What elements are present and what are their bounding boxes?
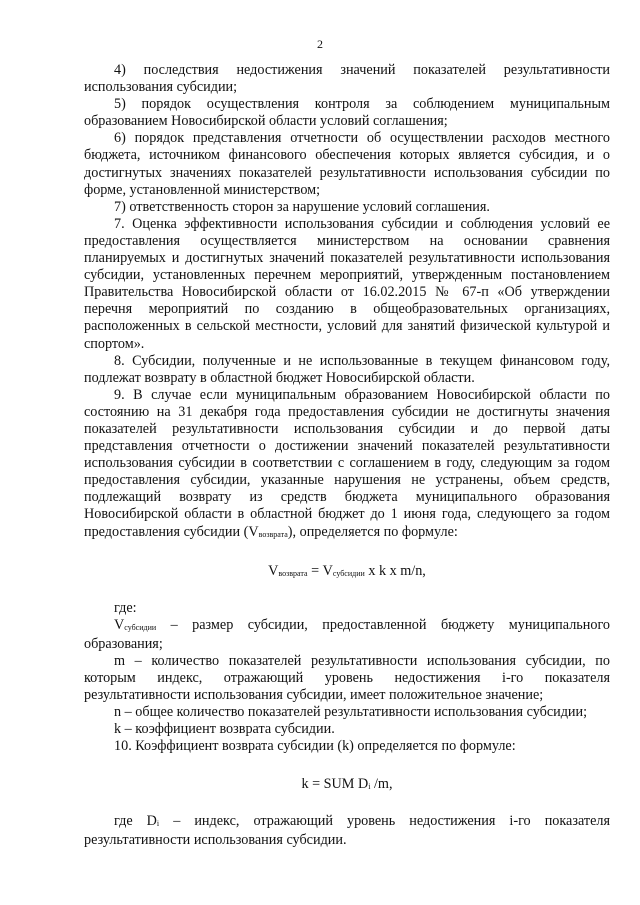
paragraph-8-return: 8. Субсидии, полученные и не использованные в текущем финансовом году, подлежат возврату в областной бюджет Новосибирской области. [84, 352, 610, 386]
paragraph-item-5: 5) порядок осуществления контроля за соблюдением муниципальным образованием Новосибирской области условий соглашения; [84, 96, 610, 130]
paragraph-9-return-volume [84, 387, 610, 543]
def-di-subscript: i [156, 818, 160, 828]
definition-v-subsidy [84, 617, 610, 653]
formula1-eq: = V [307, 562, 333, 579]
page-number: 2 [317, 37, 323, 51]
paragraph-item-7-responsibility: 7) ответственность сторон за нарушение условий соглашения. [114, 198, 490, 215]
def-v-text: – размер субсидии, предоставленной бюджету муниципального образования; [84, 616, 610, 652]
document-body [84, 62, 610, 849]
def-di-text: – индекс, отражающий уровень недостижения i-го показателя результативности использования субсидии. [84, 812, 610, 848]
formula2-tail: /m, [370, 775, 393, 792]
paragraph-9-text: 9. В случае если муниципальным образованием Новосибирской области по состоянию на 31 декабря года предоставления субсидии не достигнуты значения показателей результативности использования субсидии и до первой даты представления отчетности о достижении значений показателей результативности использования субсидии в соответствии с соглашением в году, следующим за годом предоставления субсидии, указанные нарушения не устранены, объем средств, подлежащий возврату из средств бюджета муниципального образования Новосибирской области в областной бюджет до 1 июня года, следующего за годом предоставления субсидии (V [84, 386, 610, 540]
paragraph-9-subscript: возврата [258, 529, 288, 539]
paragraph-9-tail: ), определяется по формуле: [287, 523, 458, 540]
def-v-subscript: субсидии [124, 622, 157, 632]
definition-m: m – количество показателей результативности использования субсидии, по которым индекс, отражающий уровень недостижения i-го показателя результативности использования субсидии, имеет положительное значение; [84, 653, 610, 704]
formula1-sub2: субсидии [332, 568, 365, 578]
paragraph-10-coefficient: 10. Коэффициент возврата субсидии (k) определяется по формуле: [114, 738, 516, 755]
def-v-symbol: V [114, 616, 125, 633]
paragraph-item-6: 6) порядок представления отчетности об осуществлении расходов местного бюджета, источником финансового обеспечения которых является субсидия, и о достигнутых значениях показателей результативности использования субсидии по форме, установленной министерством; [84, 130, 610, 198]
formula2-sub: i [368, 781, 371, 791]
definition-k: k – коэффициент возврата субсидии. [114, 721, 335, 738]
formula1-sub1: возврата [278, 568, 308, 578]
where-label: где: [114, 599, 137, 616]
paragraph-7-evaluation: 7. Оценка эффективности использования субсидии и соблюдения условий ее предоставления осуществляется министерством на основании сравнения планируемых и достигнутых значений показателей результативности использования субсидии, установленных перечнем мероприятий, утвержденным постановлением Правительства Новосибирской области от 16.02.2015 № 67-п «Об утверждении перечня мероприятий по созданию в общеобразовательных организациях, расположенных в сельской местности, условий для занятий физической культурой и спортом». [84, 215, 610, 352]
formula2-text: k = SUM D [301, 775, 369, 792]
formula-coefficient [84, 776, 610, 795]
def-di-prefix: где D [114, 812, 157, 829]
formula-return-volume [84, 563, 610, 582]
definition-n: n – общее количество показателей результативности использования субсидии; [114, 704, 588, 721]
formula1-v: V [268, 562, 279, 579]
paragraph-item-4: 4) последствия недостижения значений показателей результативности использования субсидии; [84, 62, 610, 96]
formula1-rest: x k x m/n, [364, 562, 426, 579]
definition-di [84, 813, 610, 849]
